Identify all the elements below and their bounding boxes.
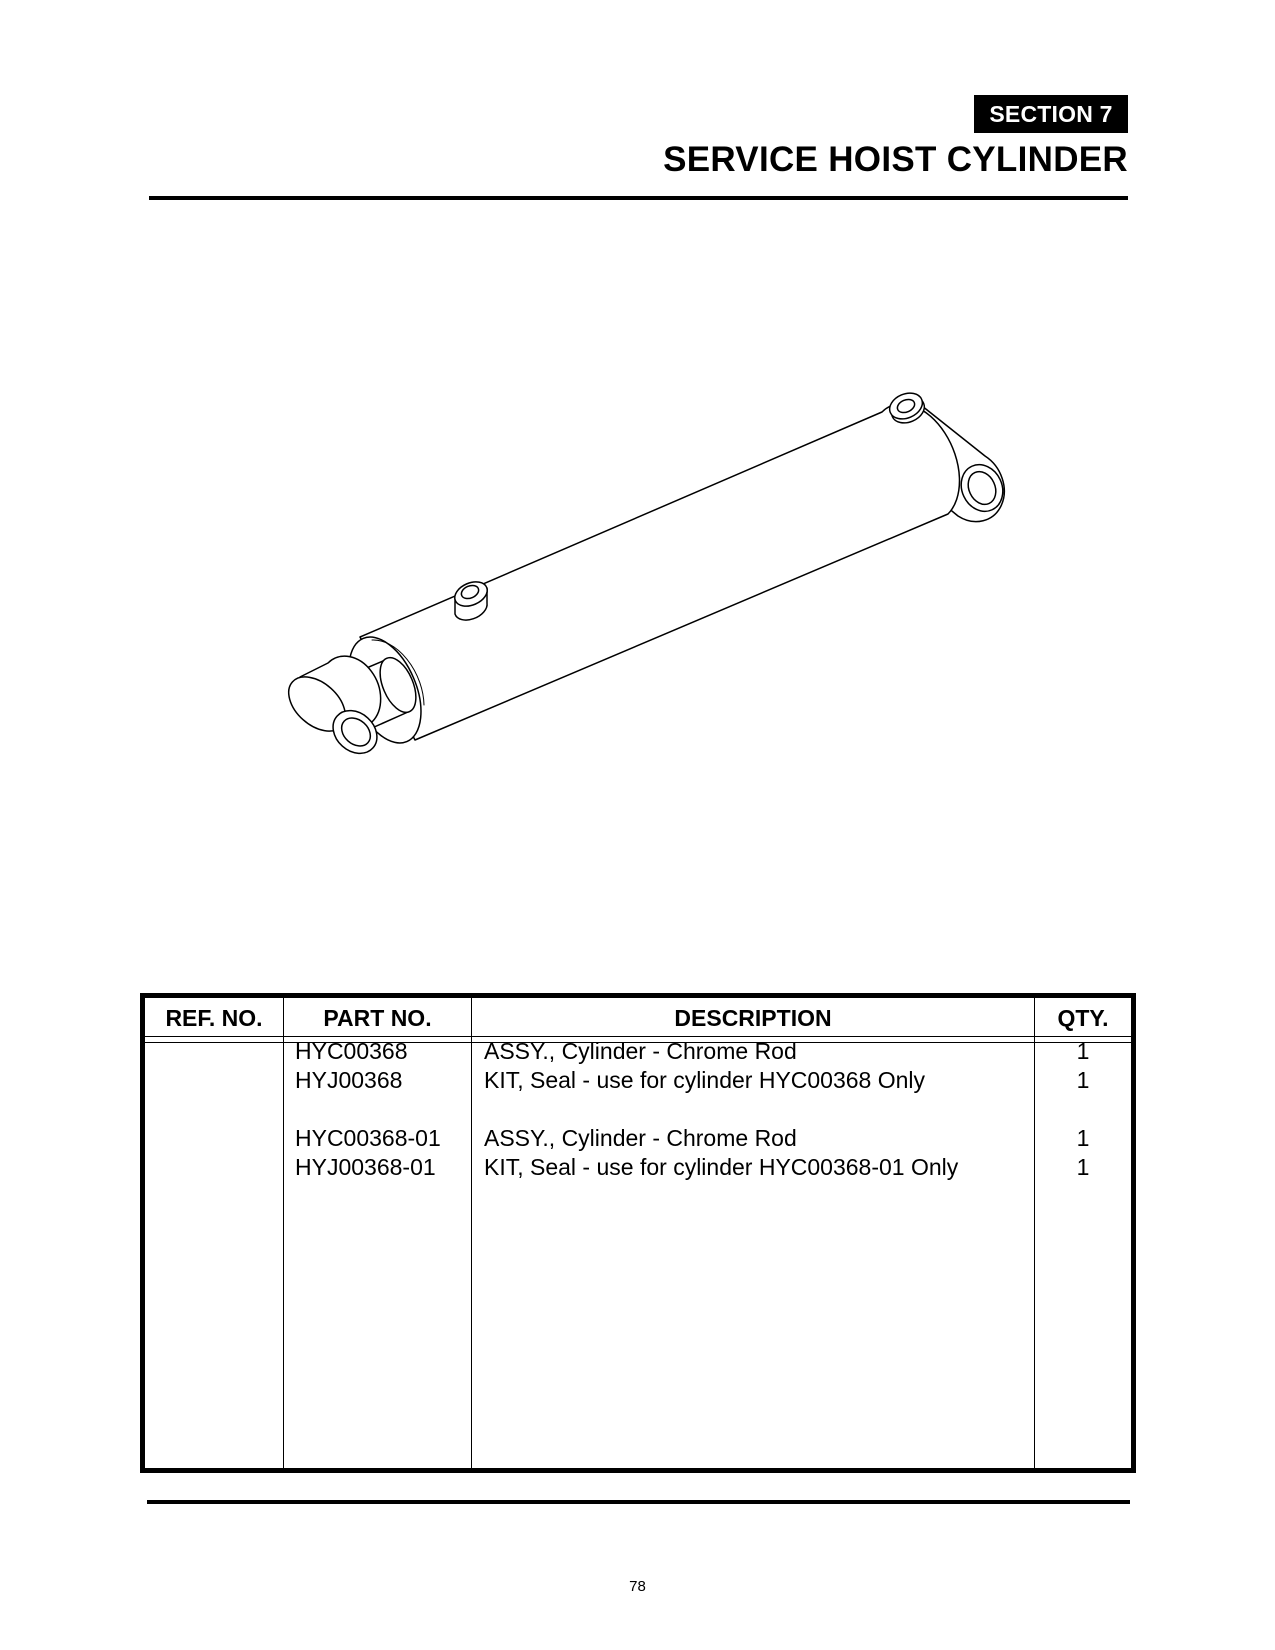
- page-number: 78: [629, 1578, 646, 1595]
- table-cell-qty: 1: [1076, 1067, 1090, 1093]
- column-header-qty: QTY.: [1057, 1005, 1109, 1031]
- page-title: SERVICE HOIST CYLINDER: [663, 140, 1128, 179]
- table-cell-qty: 1: [1076, 1125, 1090, 1151]
- table-cell-part-no: HYJ00368-01: [295, 1154, 436, 1180]
- column-header-ref-no: REF. NO.: [165, 1005, 263, 1031]
- table-cell-part-no: HYC00368-01: [295, 1125, 441, 1151]
- section-badge: SECTION 7: [974, 95, 1128, 133]
- table-cell-description: ASSY., Cylinder - Chrome Rod: [484, 1125, 797, 1151]
- column-header-part-no: PART NO.: [323, 1005, 432, 1031]
- table-cell-part-no: HYC00368: [295, 1038, 408, 1064]
- parts-table: [140, 993, 1136, 1473]
- table-cell-part-no: HYJ00368: [295, 1067, 403, 1093]
- column-header-description: DESCRIPTION: [674, 1005, 832, 1031]
- table-cell-qty: 1: [1076, 1154, 1090, 1180]
- column-divider: [1034, 998, 1035, 1468]
- table-cell-description: ASSY., Cylinder - Chrome Rod: [484, 1038, 797, 1064]
- column-divider: [471, 998, 472, 1468]
- cylinder-barrel: [335, 404, 960, 754]
- table-cell-description: KIT, Seal - use for cylinder HYC00368-01 Only: [484, 1154, 959, 1180]
- rod-end-eye: [278, 656, 385, 762]
- footer-divider: [147, 1500, 1130, 1504]
- column-divider: [283, 998, 284, 1468]
- table-cell-qty: 1: [1076, 1038, 1090, 1064]
- table-cell-description: KIT, Seal - use for cylinder HYC00368 Only: [484, 1067, 926, 1093]
